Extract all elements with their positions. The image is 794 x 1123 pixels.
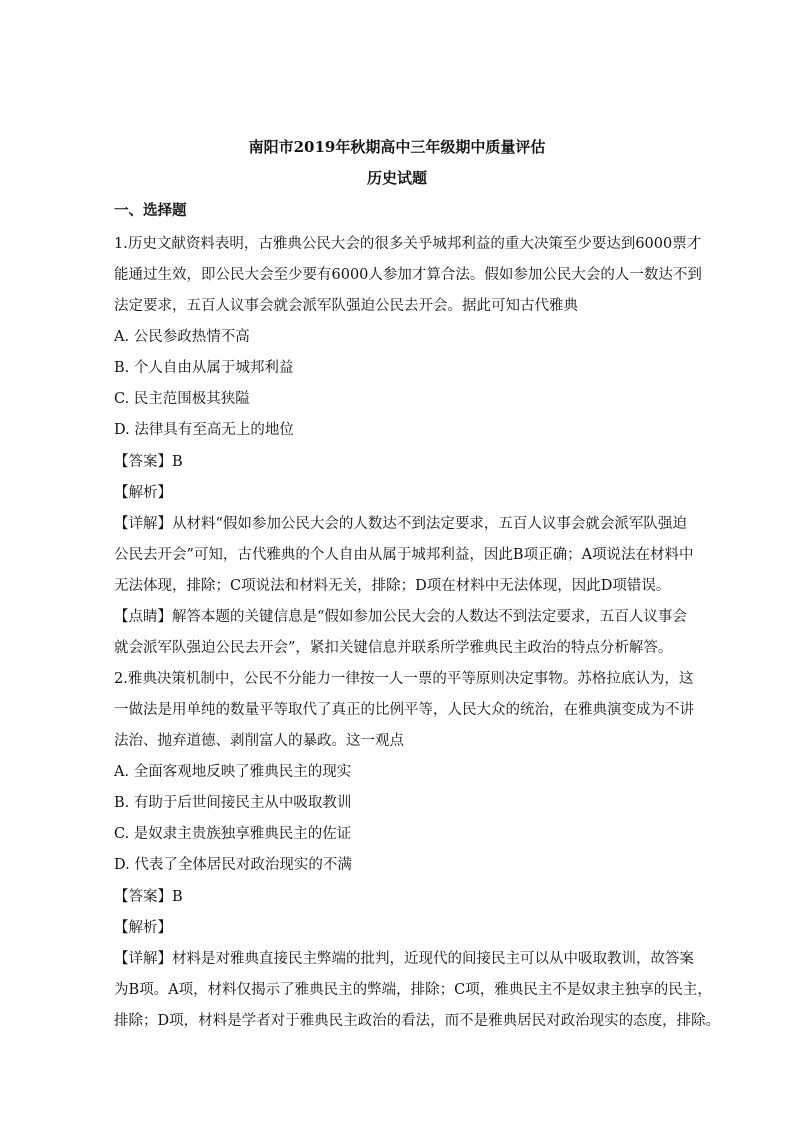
answer-option: A. 公民参政热情不高: [114, 329, 250, 345]
detail-line: 排除；D项，材料是学者对于雅典民主政治的看法，而不是雅典居民对政治现实的态度，排除。: [114, 1013, 721, 1029]
answer-option: A. 全面客观地反映了雅典民主的现实: [114, 764, 352, 780]
detail-line: 为B项。A项，材料仅揭示了雅典民主的弊端，排除；C项，雅典民主不是奴隶主独享的民主，: [114, 982, 712, 998]
question-stem-line: 能通过生效，即公民大会至少要有6000人参加才算合法。假如参加公民大会的人一数达不到: [114, 267, 702, 283]
question-stem-line: 2.雅典决策机制中，公民不分能力一律按一人一票的平等原则决定事物。苏格拉底认为，这: [114, 671, 694, 687]
note-line: 【点睛】解答本题的关键信息是“假如参加公民大会的人数达不到法定要求，五百人议事会: [114, 609, 687, 625]
question-stem-line: 法定要求，五百人议事会就会派军队强迫公民去开会。据此可知古代雅典: [114, 298, 578, 314]
analysis-label: 【解析】: [114, 485, 172, 501]
detail-line: 公民去开会”可知，古代雅典的个人自由从属于城邦利益，因此B项正确；A项说法在材料中: [114, 547, 694, 563]
note-line: 就会派军队强迫公民去开会”，紧扣关键信息并联系所学雅典民主政治的特点分析解答。: [114, 640, 673, 656]
answer-key: 【答案】B: [114, 889, 183, 905]
answer-option: B. 有助于后世间接民主从中吸取教训: [114, 795, 352, 811]
document-title: 南阳市2019年秋期高中三年级期中质量评估: [248, 138, 546, 156]
section-heading: 一、选择题: [114, 202, 187, 219]
detail-line: 【详解】从材料“假如参加公民大会的人数达不到法定要求，五百人议事会就会派军队强迫: [114, 516, 687, 532]
analysis-label: 【解析】: [114, 920, 172, 936]
question-stem-line: 一做法是用单纯的数量平等取代了真正的比例平等，人民大众的统治，在雅典演变成为不讲: [114, 702, 694, 718]
question-stem-line: 法治、抛弃道德、剥削富人的暴政。这一观点: [114, 733, 404, 749]
answer-option: C. 民主范围极其狭隘: [114, 391, 250, 407]
answer-option: C. 是奴隶主贵族独享雅典民主的佐证: [114, 826, 352, 842]
answer-option: B. 个人自由从属于城邦利益: [114, 360, 294, 376]
document-subtitle: 历史试题: [366, 169, 427, 187]
detail-line: 无法体现，排除；C项说法和材料无关，排除；D项在材料中无法体现，因此D项错误。: [114, 578, 671, 594]
detail-line: 【详解】材料是对雅典直接民主弊端的批判，近现代的间接民主可以从中吸取教训，故答案: [114, 951, 694, 967]
question-stem-line: 1.历史文献资料表明，古雅典公民大会的很多关乎城邦利益的重大决策至少要达到6000票才: [114, 236, 702, 252]
answer-option: D. 代表了全体居民对政治现实的不满: [114, 857, 352, 873]
answer-option: D. 法律具有至高无上的地位: [114, 422, 294, 438]
answer-key: 【答案】B: [114, 454, 183, 470]
